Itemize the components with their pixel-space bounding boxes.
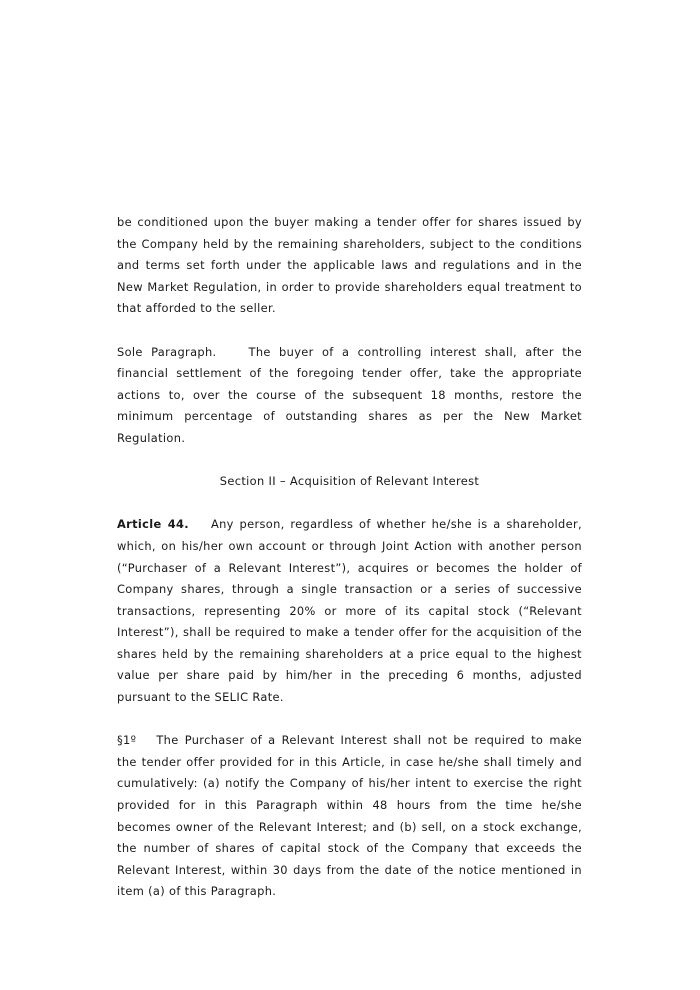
paragraph-1 — [117, 730, 582, 903]
document-page — [117, 212, 582, 925]
section-heading: Section II – Acquisition of Relevant Interest — [219, 474, 480, 489]
sole-paragraph — [117, 342, 582, 450]
paragraph-1-label: §1º — [117, 733, 137, 748]
sole-paragraph-label: Sole Paragraph. — [117, 344, 217, 359]
article-44 — [117, 514, 582, 708]
paragraph-continuation: be conditioned upon the buyer making a tender offer for shares issued by the Company held by the remaining shareholders, subject to the conditions and terms set forth under the applicable laws and regulations and in the New Market Regulation, in order to provide shareholders equal treatment to that afforded to the seller. — [117, 215, 582, 316]
article-44-text: Any person, regardless of whether he/she is a shareholder, which, on his/her own account or through Joint Action with another person (“Purchaser of a Relevant Interest”), acquires or becomes the holder of Company shares, through a single transaction or a series of successive transactions, representing 20% or more of its capital stock (“Relevant Interest”), shall be required to make a tender offer for the acquisition of the shares held by the remaining shareholders at a price equal to the highest value per share paid by him/her in the preceding 6 months, adjusted pursuant to the SELIC Rate. — [117, 517, 582, 705]
paragraph-1-text: The Purchaser of a Relevant Interest shall not be required to make the tender offer provided for in this Article, in case he/she shall timely and cumulatively: (a) notify the Company of his/her intent to exercise the right provided for in this Paragraph within 48 hours from the time he/she becomes owner of the Relevant Interest; and (b) sell, on a stock exchange, the number of shares of capital stock of the Company that exceeds the Relevant Interest, within 30 days from the date of the notice mentioned in item (a) of this Paragraph. — [117, 733, 582, 899]
article-44-label: Article 44. — [117, 517, 189, 532]
sole-paragraph-text: The buyer of a controlling interest shall, after the financial settlement of the foregoing tender offer, take the appropriate actions to, over the course of the subsequent 18 months, restore the minimum percentage of outstanding shares as per the New Market Regulation. — [117, 344, 582, 445]
